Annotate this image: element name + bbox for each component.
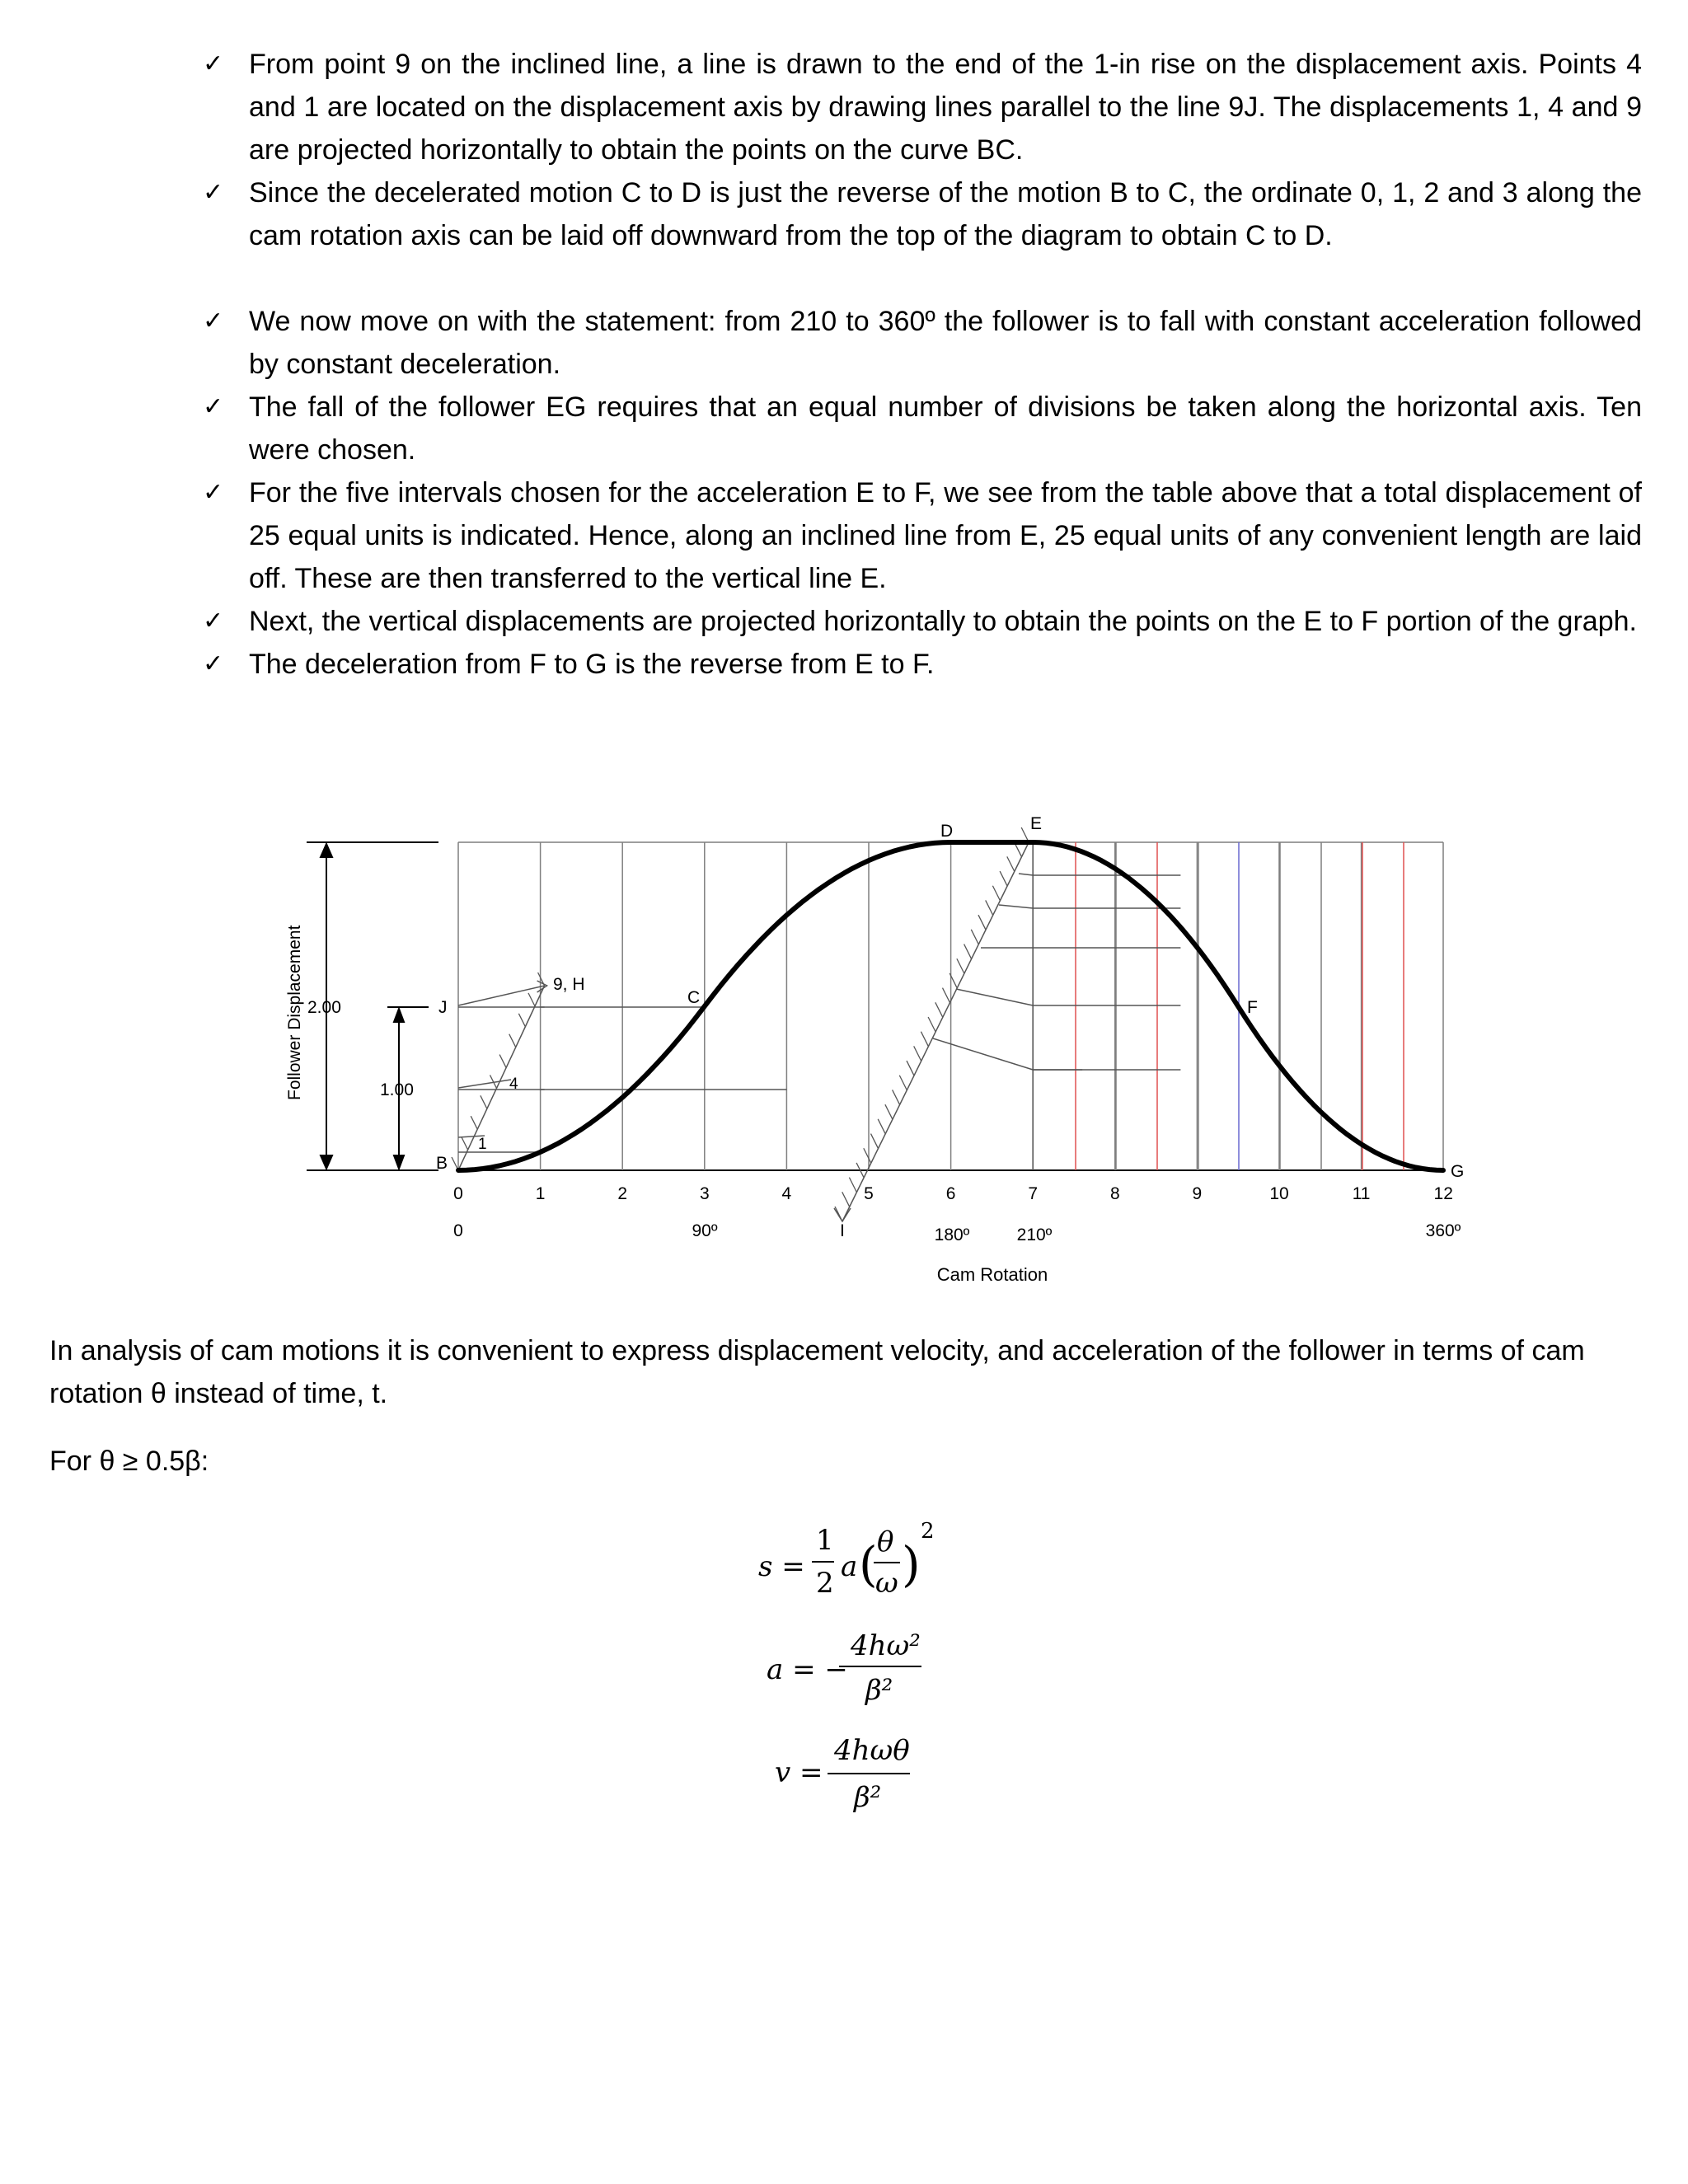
mark-label-4: 4 bbox=[509, 1076, 518, 1093]
eq-a-den: β² bbox=[865, 1674, 893, 1707]
x-tick-label: 7 bbox=[1028, 1184, 1039, 1203]
fall-hatch-mark bbox=[978, 915, 986, 930]
transfer-line bbox=[933, 1038, 1033, 1070]
check-icon: ✓ bbox=[203, 478, 224, 507]
fall-hatch-mark bbox=[907, 1061, 914, 1076]
fall-hatch-mark bbox=[1000, 871, 1007, 886]
eq-v-den: β² bbox=[854, 1781, 882, 1814]
bullet-text: Next, the vertical displacements are projected horizontally to obtain the points on the E to F portion of the graph. bbox=[249, 606, 1637, 637]
list-item bbox=[190, 643, 1642, 686]
point-label-J: J bbox=[438, 998, 448, 1017]
x-tick-label: 5 bbox=[864, 1184, 874, 1203]
eq-v-lhs: v = bbox=[775, 1756, 823, 1789]
label-1-00: 1.00 bbox=[380, 1080, 414, 1099]
point-label-G: G bbox=[1451, 1162, 1465, 1181]
x-tick-label: 8 bbox=[1109, 1184, 1120, 1203]
eq-s-paren-right: ) bbox=[902, 1536, 921, 1592]
fall-hatch-mark bbox=[893, 1090, 900, 1104]
fall-hatch-mark bbox=[885, 1104, 893, 1119]
fall-hatch-mark bbox=[914, 1046, 921, 1061]
list-item bbox=[190, 43, 1642, 171]
x-tick-label: 3 bbox=[699, 1184, 710, 1203]
equations-svg bbox=[0, 1500, 1688, 1830]
list-item bbox=[190, 471, 1642, 600]
bullet-text: The deceleration from F to G is the reverse from E to F. bbox=[249, 649, 935, 680]
eq-a-lhs: a = − bbox=[767, 1653, 848, 1686]
point-label-F: F bbox=[1247, 998, 1258, 1017]
eq-a-num: 4hω² bbox=[851, 1629, 921, 1662]
transfer-line bbox=[956, 989, 1033, 1005]
y-axis-title: Follower Displacement bbox=[285, 925, 304, 1100]
eq-s-den: 2 bbox=[816, 1567, 834, 1600]
eq-s-paren-left: ( bbox=[859, 1536, 878, 1592]
fall-hatch-mark bbox=[992, 886, 1000, 901]
fall-hatch-mark bbox=[964, 944, 972, 959]
eq-s-omega: ω bbox=[875, 1567, 898, 1600]
list-item bbox=[190, 171, 1642, 257]
mark-label-1: 1 bbox=[478, 1136, 487, 1153]
eq-s-exp: 2 bbox=[921, 1519, 935, 1544]
line-9J bbox=[458, 986, 545, 1005]
check-icon: ✓ bbox=[203, 178, 224, 207]
inclined-line-I bbox=[842, 842, 1029, 1221]
rise-hatch-mark bbox=[471, 1116, 477, 1129]
fall-hatch-mark bbox=[871, 1134, 879, 1149]
bullet-text: We now move on with the statement: from 210 to 360º the follower is to fall with constant acceleration followed by constant deceleration. bbox=[249, 306, 1642, 380]
x-tick-label: 10 bbox=[1269, 1184, 1289, 1203]
angle-label-210: 210º bbox=[1016, 1226, 1053, 1244]
x-tick-label: 11 bbox=[1352, 1184, 1371, 1203]
x-tick-labels bbox=[453, 1184, 1453, 1203]
rise-inclined-line bbox=[458, 986, 545, 1170]
check-icon: ✓ bbox=[203, 49, 224, 78]
fall-hatch-mark bbox=[899, 1076, 907, 1090]
rise-hatch-mark bbox=[518, 1014, 525, 1027]
x-tick-label: 12 bbox=[1433, 1184, 1453, 1203]
rise-hatch-mark bbox=[509, 1034, 516, 1047]
eq-s-theta: θ bbox=[877, 1526, 894, 1558]
point-label-I: I bbox=[840, 1221, 845, 1240]
point-label-E: E bbox=[1030, 814, 1043, 833]
condition-line: For θ ≥ 0.5β: bbox=[49, 1446, 209, 1477]
transfer-line bbox=[1019, 874, 1033, 875]
transfer-line bbox=[999, 905, 1033, 908]
check-icon: ✓ bbox=[203, 307, 224, 335]
x-tick-label: 4 bbox=[781, 1184, 792, 1203]
point-label-D: D bbox=[940, 822, 954, 841]
rise-hatch-mark bbox=[528, 993, 535, 1006]
rise-hatch-mark bbox=[462, 1137, 468, 1150]
fall-hatch-mark bbox=[1007, 856, 1015, 871]
list-item bbox=[190, 386, 1642, 471]
check-icon: ✓ bbox=[203, 392, 224, 421]
grid-lines bbox=[458, 842, 1443, 1170]
list-item bbox=[190, 300, 1642, 386]
bullet-text: The fall of the follower EG requires that an equal number of divisions be taken along the horizontal axis. Ten were chosen. bbox=[249, 391, 1642, 466]
equations bbox=[0, 1500, 1688, 1830]
fall-hatch-mark bbox=[928, 1017, 935, 1032]
fall-hatch-mark bbox=[849, 1178, 856, 1193]
fall-hatch-mark bbox=[842, 1192, 850, 1207]
list-item bbox=[190, 600, 1642, 643]
eq-s-a: a bbox=[841, 1550, 858, 1583]
angle-label-180: 180º bbox=[934, 1226, 970, 1244]
bullet-list bbox=[190, 43, 1642, 686]
x-tick-label: 9 bbox=[1192, 1184, 1203, 1203]
x-tick-label: 1 bbox=[535, 1184, 546, 1203]
x-tick-label: 2 bbox=[617, 1184, 628, 1203]
rise-hatch-mark bbox=[499, 1055, 506, 1068]
eq-v-num: 4hωθ bbox=[834, 1734, 910, 1767]
fall-hatch-mark bbox=[878, 1119, 885, 1134]
diagram-svg bbox=[0, 775, 1688, 1302]
fall-hatch-mark bbox=[921, 1032, 928, 1047]
bullet-text: For the five intervals chosen for the acceleration E to F, we see from the table above that a total displacement of 25 equal units is indicated. Hence, along an inclined line from E, 25 equal units of any convenient length are laid off. These are then transferred to the vertical line E. bbox=[249, 477, 1642, 594]
fall-hatch-mark bbox=[864, 1148, 871, 1163]
fall-hatch-mark bbox=[935, 1002, 943, 1017]
x-axis-title: Cam Rotation bbox=[936, 1264, 1048, 1285]
rise-hatch-mark bbox=[481, 1095, 487, 1108]
fall-hatch-mark bbox=[957, 958, 964, 973]
construction-lines bbox=[458, 842, 1180, 1221]
check-icon: ✓ bbox=[203, 607, 224, 635]
analysis-paragraph: In analysis of cam motions it is convenient to express displacement velocity, and acceleration of the follower in terms of cam rotation θ instead of time, t. bbox=[49, 1335, 1585, 1409]
bullet-text: From point 9 on the inclined line, a line is drawn to the end of the 1-in rise on the displacement axis. Points 4 and 1 are located on the displacement axis by drawing lines parallel to the line 9J. The displacements 1, 4 and 9 are projected horizontally to obtain the points on the curve BC. bbox=[249, 49, 1642, 166]
check-icon: ✓ bbox=[203, 649, 224, 678]
point-label-H: 9, H bbox=[553, 975, 585, 994]
x-tick-label: 6 bbox=[945, 1184, 956, 1203]
angle-label-90: 90º bbox=[692, 1221, 718, 1240]
fall-hatch-mark bbox=[943, 988, 950, 1003]
parallel-line-4 bbox=[458, 1080, 511, 1088]
eq-s-num: 1 bbox=[816, 1524, 834, 1557]
x-tick-label: 0 bbox=[453, 1184, 463, 1203]
inclined-scale-hatches bbox=[452, 827, 1029, 1221]
point-label-C: C bbox=[687, 988, 701, 1007]
bullet-text: Since the decelerated motion C to D is just the reverse of the motion B to C, the ordinate 0, 1, 2 and 3 along the cam rotation axis can be laid off downward from the top of the diagram to obtain C to D. bbox=[249, 177, 1642, 251]
eq-s-lhs: s = bbox=[758, 1550, 805, 1583]
label-2-00: 2.00 bbox=[307, 998, 341, 1017]
fall-hatch-mark bbox=[971, 930, 978, 944]
cam-displacement-diagram bbox=[0, 775, 1688, 1302]
angle-label-360: 360º bbox=[1425, 1221, 1461, 1240]
angle-label-0: 0 bbox=[453, 1221, 463, 1240]
point-label-B: B bbox=[436, 1154, 448, 1173]
fall-hatch-mark bbox=[986, 900, 993, 915]
